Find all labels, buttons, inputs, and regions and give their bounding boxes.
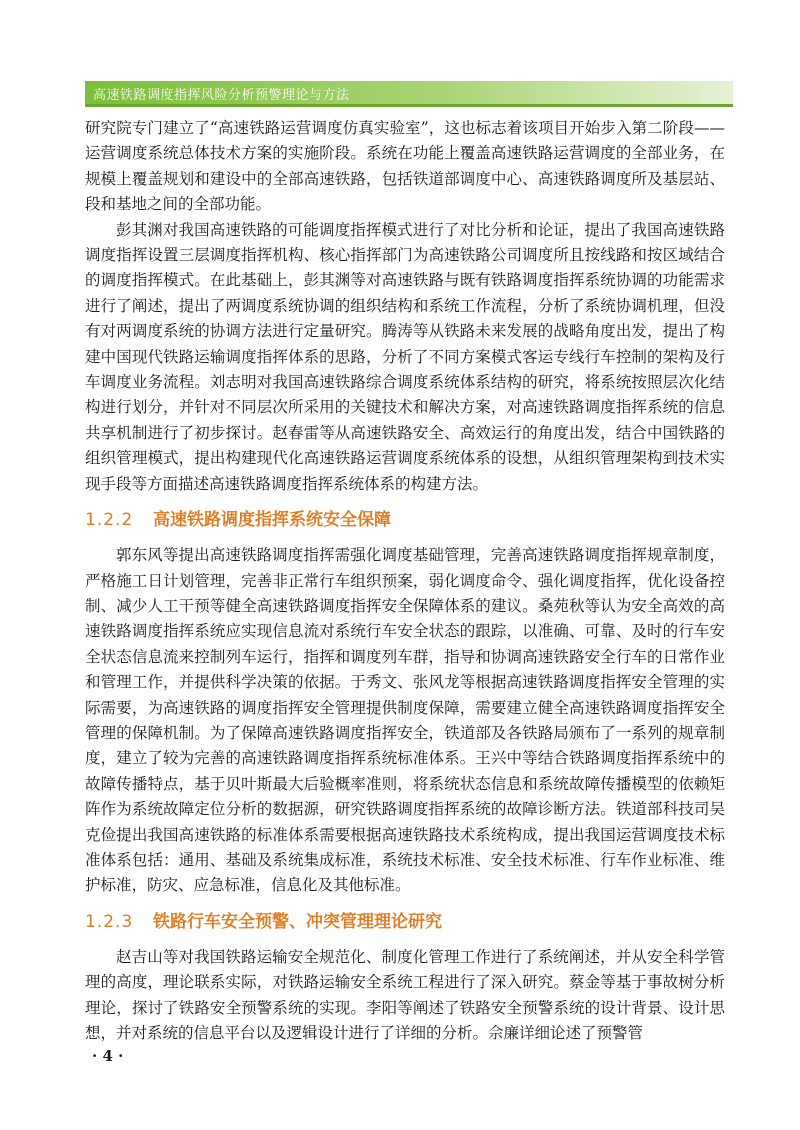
section-title: 高速铁路调度指挥系统安全保障 <box>153 510 391 531</box>
section-number: 1.2.3 <box>85 911 134 932</box>
section-title: 铁路行车安全预警、冲突管理理论研究 <box>153 911 442 932</box>
paragraph: 研究院专门建立了“高速铁路运营调度仿真实验室”，这也标志着该项目开始步入第二阶段——运营调度系统总体技术方案的实施阶段。系统在功能上覆盖高速铁路运营调度的全部业务，在规模上覆盖规划和建设中的全部高速铁路，包括铁道部调度中心、高速铁路调度所及基层站、段和基地之间的全部功能。 <box>85 119 725 214</box>
section-heading-1-2-3 <box>85 909 725 935</box>
page-body <box>85 116 725 1046</box>
paragraph: 郭东风等提出高速铁路调度指挥需强化调度基础管理，完善高速铁路调度指挥规章制度，严格施工日计划管理，完善非正常行车组织预案，弱化调度命令、强化调度指挥，优化设备控制、减少人工干预等健全高速铁路调度指挥安全保障体系的建议。桑苑秋等认为安全高效的高速铁路调度指挥系统应实现信息流对系统行车安全状态的跟踪，以准确、可靠、及时的行车安全状态信息流来控制列车运行，指挥和调度列车群，指导和协调高速铁路安全行车的日常作业和管理工作，并提供科学决策的依据。于秀文、张风龙等根据高速铁路调度指挥安全管理的实际需要，为高速铁路的调度指挥安全管理提供制度保障，需要建立健全高速铁路调度指挥安全管理的保障机制。为了保障高速铁路调度指挥安全，铁道部及各铁路局颁布了一系列的规章制度，建立了较为完善的高速铁路调度指挥系统标准体系。王兴中等结合铁路调度指挥系统中的故障传播特点，基于贝叶斯最大后验概率准则，将系统状态信息和系统故障传播模型的依赖矩阵作为系统故障定位分析的数据源，研究铁路调度指挥系统的故障诊断方法。铁道部科技司吴克俭提出我国高速铁路的标准体系需要根据高速铁路技术系统构成，提出我国运营调度技术标准体系包括：通用、基础及系统集成标准，系统技术标准、安全技术标准、行车作业标准、维护标准，防灾、应急标准，信息化及其他标准。 <box>85 546 725 895</box>
section-heading-1-2-2 <box>85 507 725 533</box>
paragraph: 赵吉山等对我国铁路运输安全规范化、制度化管理工作进行了系统阐述，并从安全科学管理的高度，理论联系实际，对铁路运输安全系统工程进行了深入研究。蔡金等基于事故树分析理论，探讨了铁路安全预警系统的实现。李阳等阐述了铁路安全预警系统的设计背景、设计思想，并对系统的信息平台以及逻辑设计进行了详细的分析。佘廉详细论述了预警管 <box>85 947 725 1042</box>
page-number: · 4 · <box>92 1047 124 1065</box>
paragraph: 彭其渊对我国高速铁路的可能调度指挥模式进行了对比分析和论证，提出了我国高速铁路调度指挥设置三层调度指挥机构、核心指挥部门为高速铁路公司调度所且按线路和按区域结合的调度指挥模式。在此基础上，彭其渊等对高速铁路与既有铁路调度指挥系统协调的功能需求进行了阐述，提出了两调度系统协调的组织结构和系统工作流程，分析了系统协调机理，但没有对两调度系统的协调方法进行定量研究。腾涛等从铁路未来发展的战略角度出发，提出了构建中国现代铁路运输调度指挥体系的思路，分析了不同方案模式客运专线行车控制的架构及行车调度业务流程。刘志明对我国高速铁路综合调度系统体系结构的研究，将系统按照层次化结构进行划分，并针对不同层次所采用的关键技术和解决方案，对高速铁路调度指挥系统的信息共享机制进行了初步探讨。赵春雷等从高速铁路安全、高效运行的角度出发，结合中国铁路的组织管理模式，提出构建现代化高速铁路运营调度系统体系的设想，从组织管理架构到技术实现手段等方面描述高速铁路调度指挥系统体系的构建方法。 <box>85 220 725 493</box>
section-number: 1.2.2 <box>85 510 134 531</box>
running-header <box>85 81 733 107</box>
running-header-title: 高速铁路调度指挥风险分析预警理论与方法 <box>93 88 350 103</box>
